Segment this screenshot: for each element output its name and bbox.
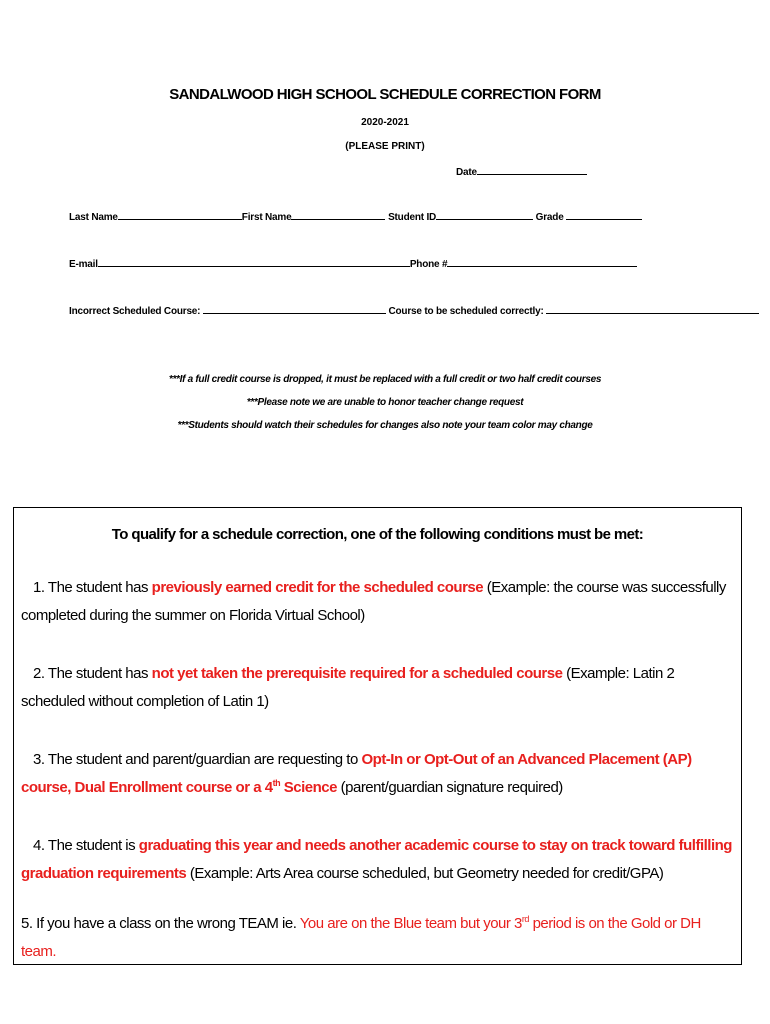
date-label: Date — [456, 167, 477, 178]
email-blank[interactable] — [98, 256, 410, 267]
condition-3-highlight-a: Opt-In or Opt-Out of an Advanced Placement (AP) course, Dual Enrollment course or a 4 — [21, 751, 692, 796]
name-row — [69, 209, 642, 223]
grade-blank[interactable] — [566, 209, 642, 220]
phone-blank[interactable] — [447, 256, 637, 267]
date-field[interactable] — [456, 164, 587, 178]
note-1: ***If a full credit course is dropped, it must be replaced with a full credit or two half credit courses — [168, 374, 602, 385]
email-label: E-mail — [69, 259, 98, 270]
conditions-box — [13, 507, 742, 965]
condition-3-sup: th — [272, 778, 281, 788]
condition-1-pre: 1. The student has — [33, 579, 152, 596]
condition-4 — [21, 832, 733, 888]
last-name-blank[interactable] — [118, 209, 242, 220]
first-name-blank[interactable] — [291, 209, 385, 220]
condition-5-pre: 5. If you have a class on the wrong TEAM ie. — [21, 915, 300, 932]
condition-4-pre: 4. The student is — [33, 837, 139, 854]
form-title: SANDALWOOD HIGH SCHOOL SCHEDULE CORRECTION FORM — [169, 86, 601, 103]
condition-4-highlight: graduating this year and needs another academic course to stay on track toward fulfilling graduation requirements — [21, 837, 732, 882]
grade-label: Grade — [535, 212, 564, 223]
condition-3-highlight-b: Science — [280, 779, 337, 796]
last-name-label: Last Name — [69, 212, 118, 223]
condition-2-pre: 2. The student has — [33, 665, 152, 682]
condition-2-post: (Example: Latin 2 scheduled without completion of Latin 1) — [21, 665, 675, 710]
condition-1-post: (Example: the course was successfully completed during the summer on Florida Virtual School) — [21, 579, 726, 624]
condition-2-highlight: not yet taken the prerequisite required for a scheduled course — [151, 665, 563, 682]
course-row — [69, 303, 759, 317]
conditions-heading: To qualify for a schedule correction, one of the following conditions must be met: — [111, 526, 644, 543]
condition-5 — [21, 910, 733, 966]
condition-5-red-a: You are on the Blue team but your 3 — [299, 915, 522, 932]
incorrect-course-label: Incorrect Scheduled Course: — [69, 306, 201, 317]
condition-1 — [21, 574, 733, 630]
contact-row — [69, 256, 637, 270]
condition-5-sup: rd — [521, 914, 529, 924]
phone-label: Phone # — [409, 259, 448, 270]
condition-4-post: (Example: Arts Area course scheduled, but Geometry needed for credit/GPA) — [186, 865, 664, 882]
school-year: 2020-2021 — [361, 117, 409, 128]
correct-course-blank[interactable] — [546, 303, 759, 314]
condition-3 — [21, 746, 733, 802]
condition-5-red-b: period is on the Gold or DH team. — [21, 915, 701, 960]
incorrect-course-blank[interactable] — [203, 303, 386, 314]
print-instruction: (PLEASE PRINT) — [345, 141, 425, 152]
student-id-blank[interactable] — [436, 209, 533, 220]
condition-1-highlight: previously earned credit for the scheduled course — [151, 579, 484, 596]
date-blank[interactable] — [477, 164, 587, 175]
student-id-label: Student ID — [388, 212, 437, 223]
condition-3-post: (parent/guardian signature required) — [336, 779, 563, 796]
condition-2 — [21, 660, 733, 716]
note-2: ***Please note we are unable to honor teacher change request — [246, 397, 524, 408]
condition-3-pre: 3. The student and parent/guardian are requesting to — [33, 751, 362, 768]
correct-course-label: Course to be scheduled correctly: — [388, 306, 544, 317]
note-3: ***Students should watch their schedules for changes also note your team color may change — [177, 420, 593, 431]
first-name-label: First Name — [241, 212, 292, 223]
